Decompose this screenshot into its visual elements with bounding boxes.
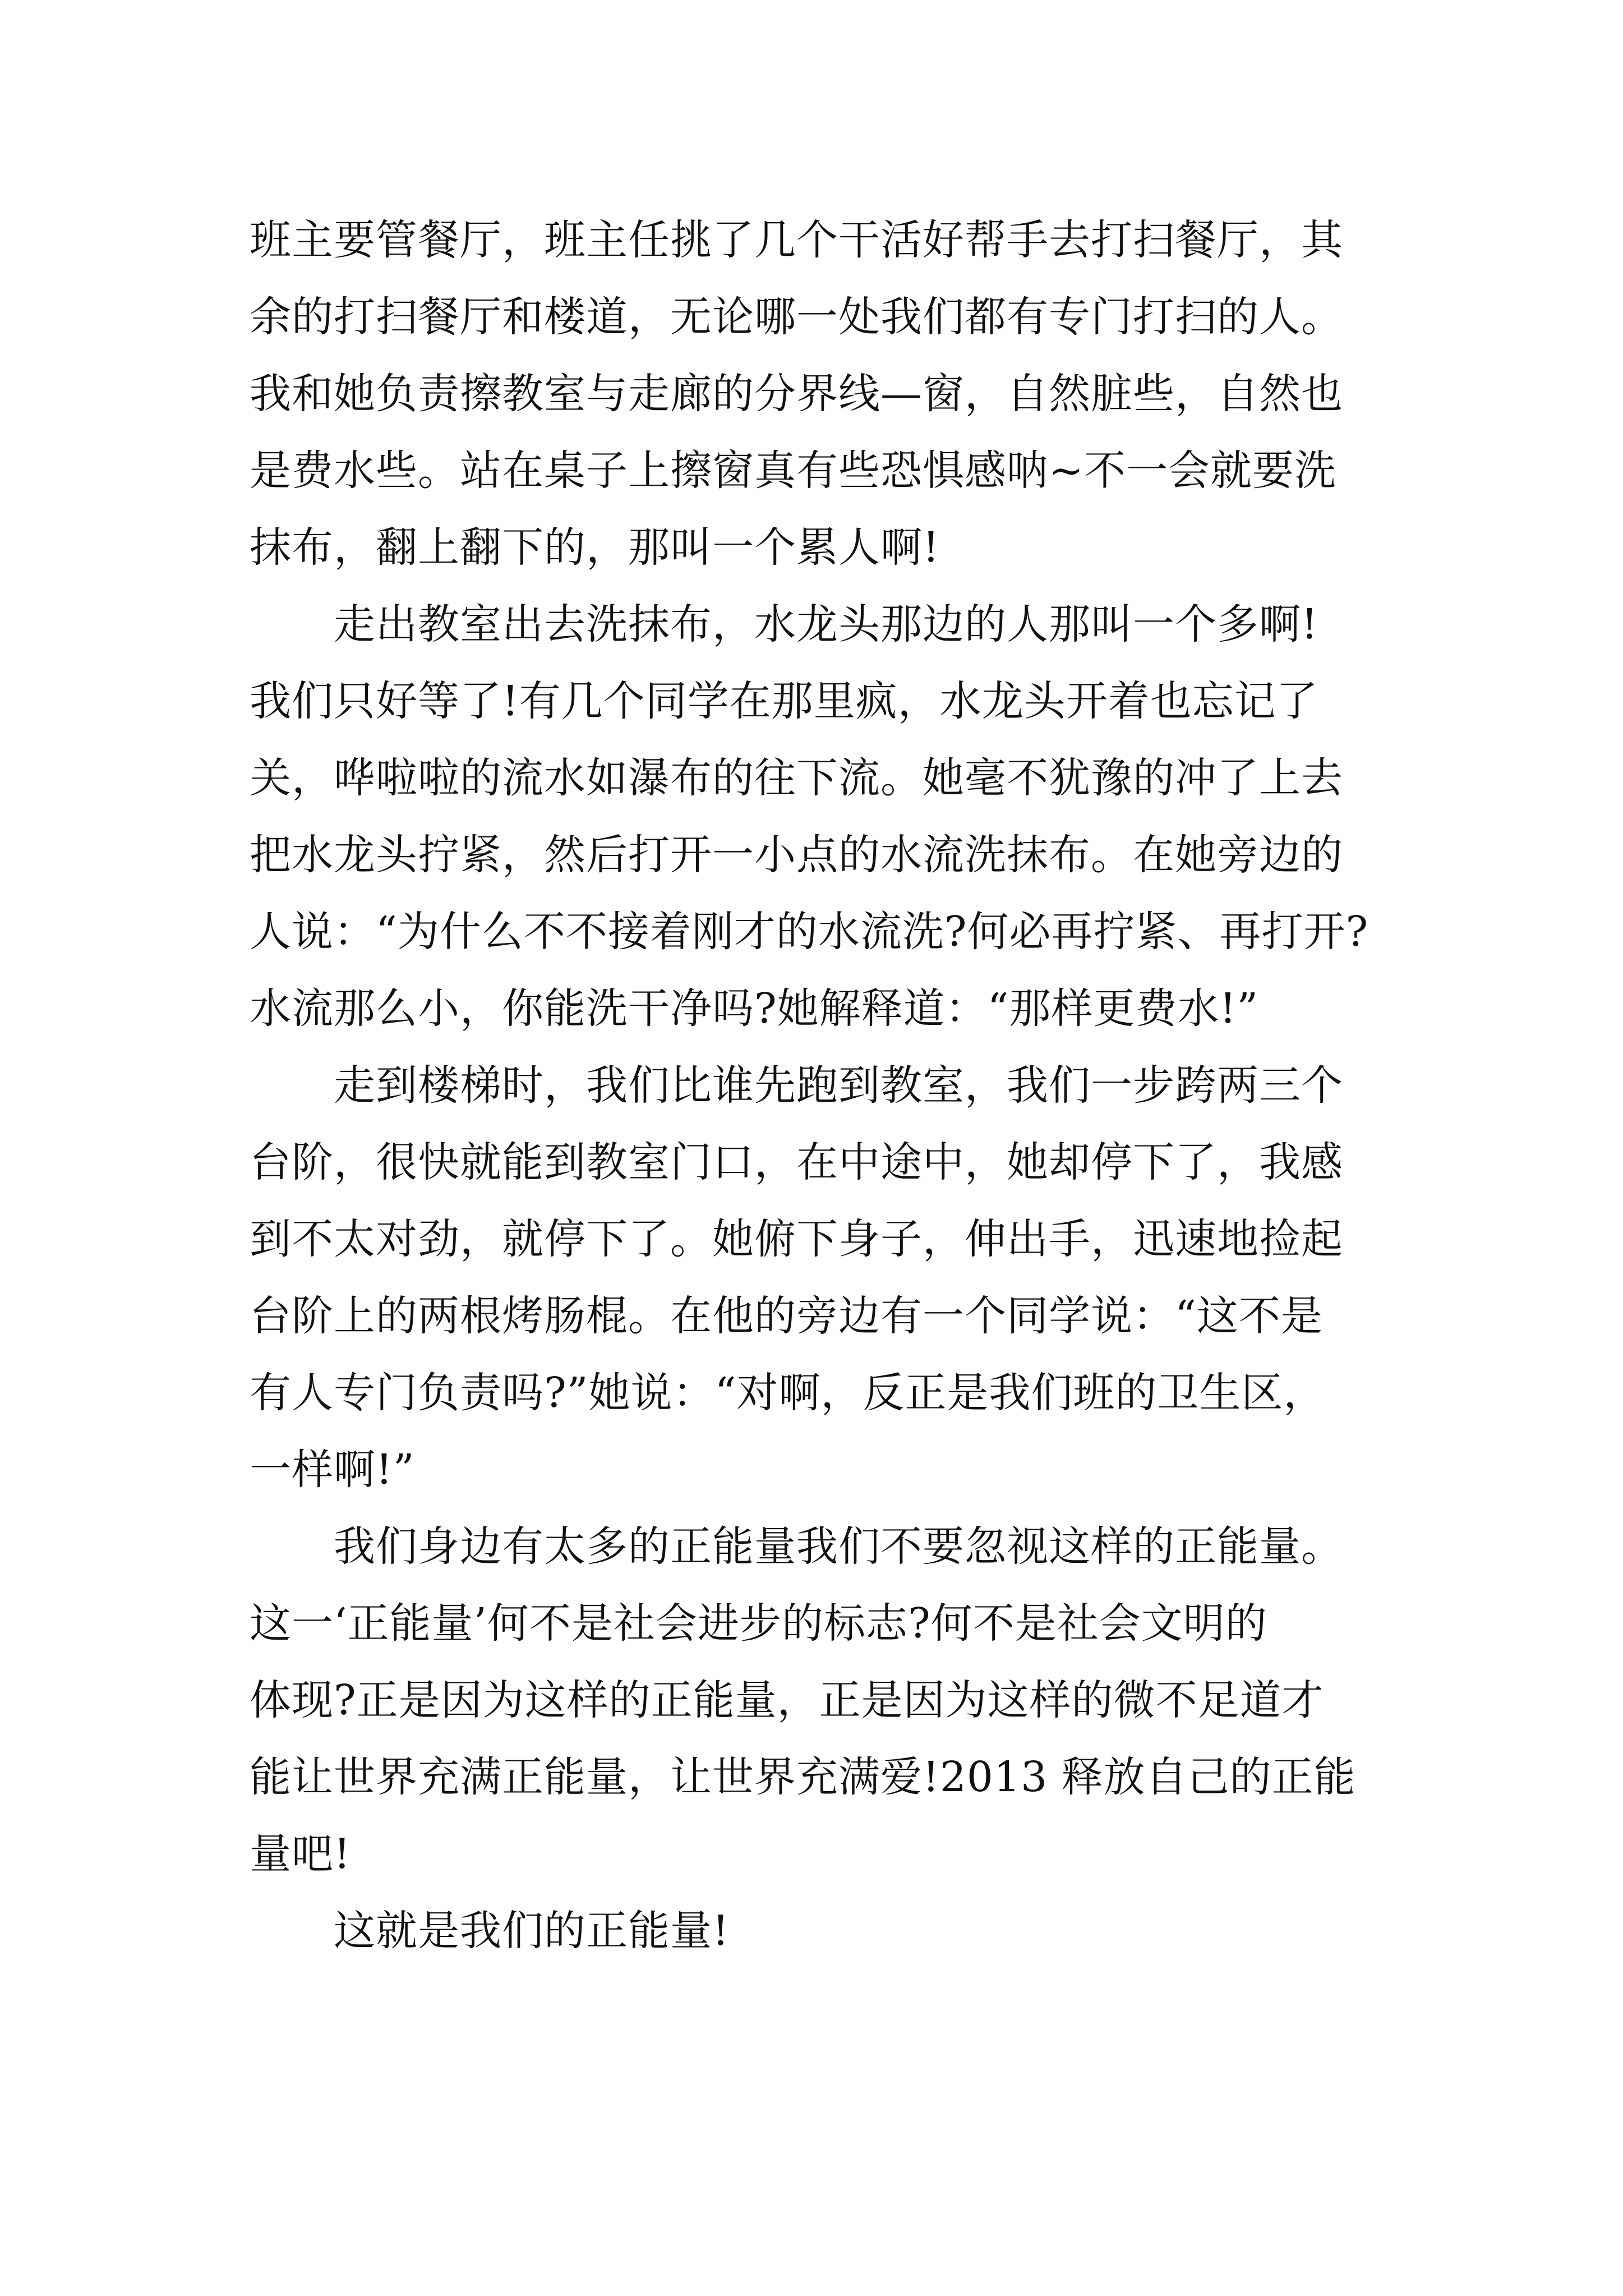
text-line: 有人专门负责吗?”她说：“对啊，反正是我们班的卫生区， (250, 1369, 1326, 1417)
text-line: 把水龙头拧紧，然后打开一小点的水流洗抹布。在她旁边的 (250, 831, 1343, 879)
text-line: 人说：“为什么不不接着刚才的水流洗?何必再拧紧、再打开? (250, 908, 1369, 956)
text-line: 到不太对劲，就停下了。她俯下身子，伸出手，迅速地捡起 (250, 1215, 1343, 1263)
text-line: 这就是我们的正能量! (334, 1907, 730, 1955)
paragraph-1 (250, 202, 1394, 586)
text-line: 关，哗啦啦的流水如瀑布的往下流。她毫不犹豫的冲了上去 (250, 754, 1343, 802)
text-line: 台阶上的两根烤肠棍。在他的旁边有一个同学说：“这不是 (250, 1292, 1323, 1340)
text-line: 我和她负责擦教室与走廊的分界线—窗，自然脏些，自然也 (250, 370, 1343, 418)
text-line: 余的打扫餐厅和楼道，无论哪一处我们都有专门打扫的人。 (250, 293, 1343, 341)
paragraph-4 (250, 1508, 1394, 1893)
text-line: 一样啊!” (250, 1446, 415, 1494)
text-line: 是费水些。站在桌子上擦窗真有些恐惧感呐~不一会就要洗 (250, 447, 1337, 495)
text-line: 体现?正是因为这样的正能量，正是因为这样的微不足道才 (250, 1676, 1324, 1724)
text-line: 水流那么小，你能洗干净吗?她解释道：“那样更费水!” (250, 984, 1259, 1033)
paragraph-2 (250, 586, 1394, 1047)
text-line: 班主要管餐厅，班主任挑了几个干活好帮手去打扫餐厅，其 (250, 216, 1343, 264)
text-line: 台阶，很快就能到教室门口，在中途中，她却停下了，我感 (250, 1138, 1343, 1186)
text-line: 我们只好等了!有几个同学在那里疯，水龙头开着也忘记了 (250, 677, 1318, 725)
paragraph-3 (250, 1047, 1394, 1508)
text-line: 我们身边有太多的正能量我们不要忽视这样的正能量。 (334, 1522, 1343, 1571)
text-line: 走到楼梯时，我们比谁先跑到教室，我们一步跨两三个 (334, 1061, 1343, 1110)
text-line: 量吧! (250, 1830, 351, 1878)
text-line: 能让世界充满正能量，让世界充满爱!2013 释放自己的正能 (250, 1753, 1356, 1801)
document-body (250, 202, 1394, 1970)
text-line: 抹布，翻上翻下的，那叫一个累人啊! (250, 523, 940, 572)
paragraph-5 (250, 1893, 1394, 1970)
text-line: 这一‘正能量’何不是社会进步的标志?何不是社会文明的 (250, 1599, 1267, 1648)
text-line: 走出教室出去洗抹布，水龙头那边的人那叫一个多啊! (334, 600, 1318, 648)
